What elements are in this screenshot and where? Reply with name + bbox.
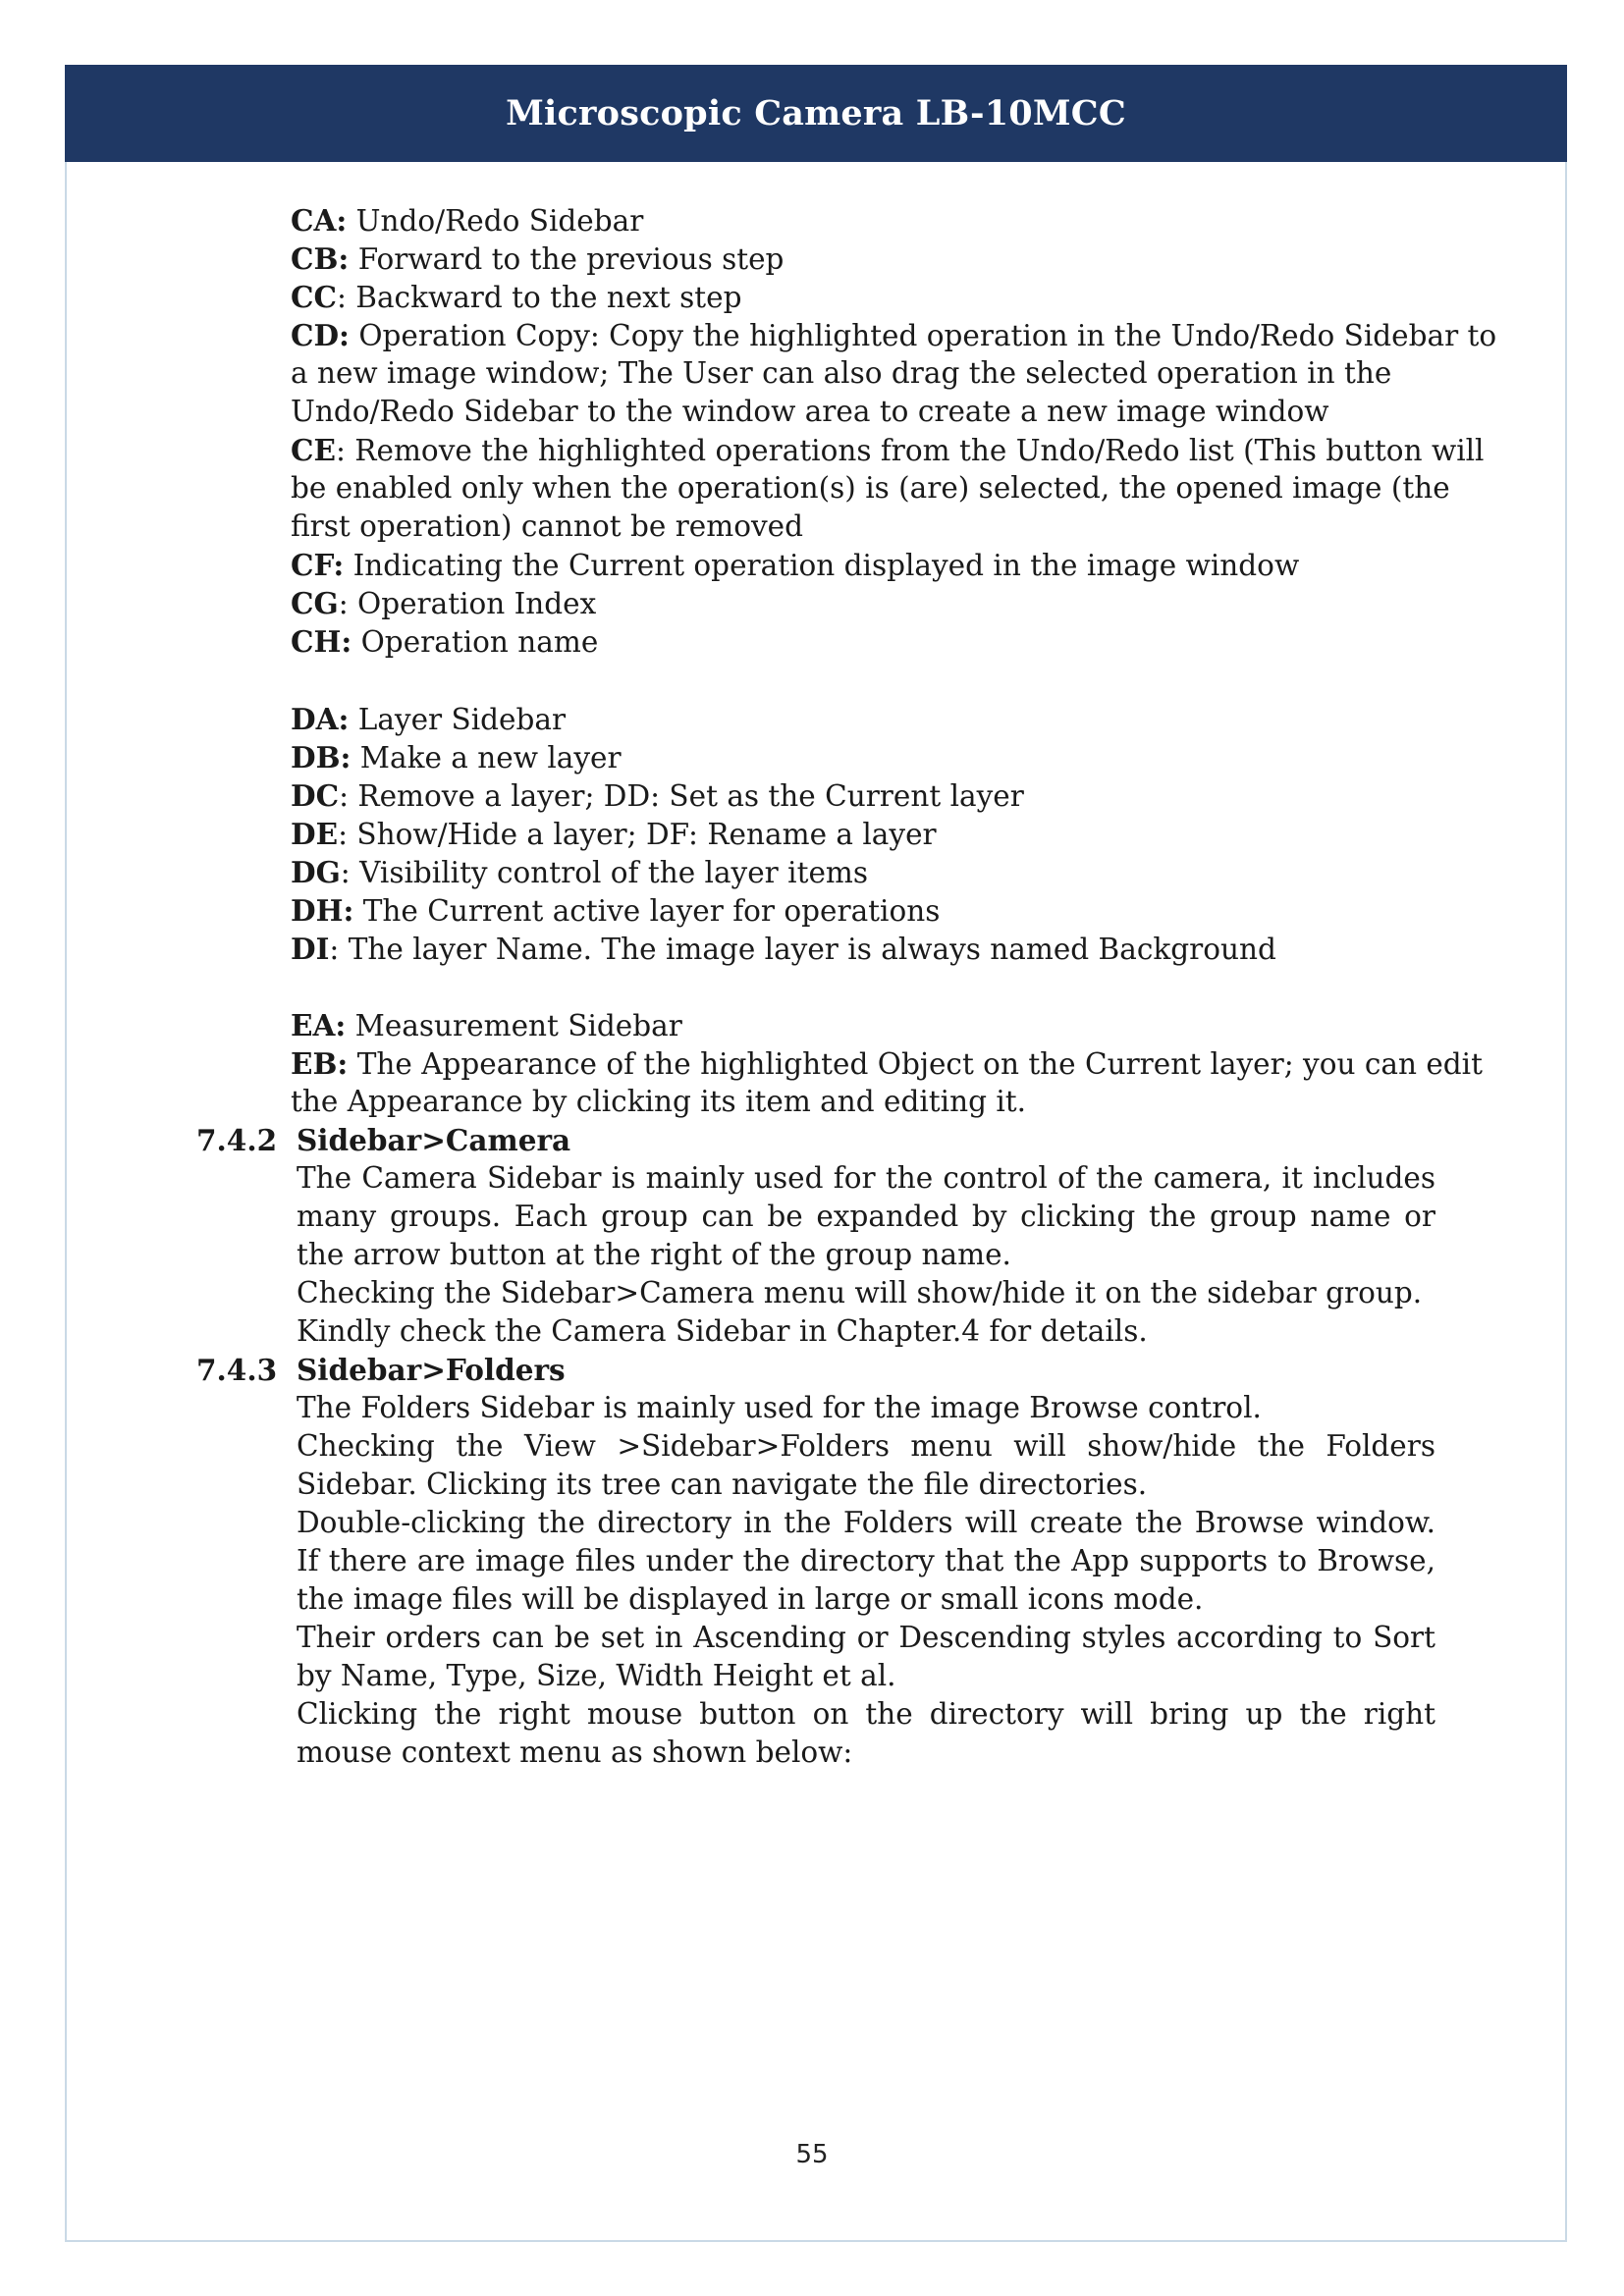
definition-line: CH: Operation name <box>291 624 599 659</box>
definition-line: be enabled only when the operation(s) is (are) selected, the opened image (the <box>291 471 1450 505</box>
definition-line: DC: Remove a layer; DD: Set as the Current layer <box>291 778 1024 813</box>
definition-line: DB: Make a new layer <box>291 740 622 774</box>
definition-line: Undo/Redo Sidebar to the window area to create a new image window <box>291 395 1329 428</box>
paragraph: Kindly check the Camera Sidebar in Chapter.4 for details. <box>297 1314 1148 1348</box>
definition-line: first operation) cannot be removed <box>291 509 803 543</box>
document-title: Microscopic Camera LB-10MCC <box>506 93 1126 133</box>
page-header <box>65 65 1567 162</box>
definition-line: CF: Indicating the Current operation displayed in the image window <box>291 548 1300 582</box>
definition-line: DH: The Current active layer for operations <box>291 893 941 928</box>
definition-line: DI: The layer Name. The image layer is always named Background <box>291 932 1276 966</box>
paragraph: Their orders can be set in Ascending or Descending styles according to Sort by Name, Type, Size, Width Height et al. <box>297 1621 1435 1692</box>
page-number: 55 <box>795 2140 829 2169</box>
section-heading: Sidebar>Folders <box>297 1353 566 1387</box>
paragraph: Checking the Sidebar>Camera menu will show/hide it on the sidebar group. <box>297 1276 1423 1309</box>
definition-line: CG: Operation Index <box>291 586 597 620</box>
definition-line: DG: Visibility control of the layer items <box>291 855 869 889</box>
definition-line: DA: Layer Sidebar <box>291 702 567 736</box>
definition-line: EB: The Appearance of the highlighted Object on the Current layer; you can edit <box>291 1046 1483 1081</box>
section-number: 7.4.2 <box>196 1123 278 1157</box>
definition-line: CB: Forward to the previous step <box>291 241 785 276</box>
paragraph: The Camera Sidebar is mainly used for the control of the camera, it includes many groups. Each group can be expanded by clicking the group name or the arrow button at the right of the group name. <box>297 1161 1435 1271</box>
definition-line: CA: Undo/Redo Sidebar <box>291 203 644 238</box>
section-number: 7.4.3 <box>196 1353 278 1387</box>
paragraph: Checking the View >Sidebar>Folders menu will show/hide the Folders Sidebar. Clicking its tree can navigate the file directories. <box>297 1429 1435 1501</box>
section-heading: Sidebar>Camera <box>297 1123 571 1157</box>
paragraph: Clicking the right mouse button on the directory will bring up the right mouse context menu as shown below: <box>297 1697 1435 1769</box>
definition-line: DE: Show/Hide a layer; DF: Rename a layer <box>291 817 937 851</box>
definition-line: EA: Measurement Sidebar <box>291 1008 682 1042</box>
definition-line: the Appearance by clicking its item and editing it. <box>291 1085 1027 1118</box>
definition-line: CD: Operation Copy: Copy the highlighted operation in the Undo/Redo Sidebar to <box>291 318 1497 352</box>
definition-line: CC: Backward to the next step <box>291 280 742 314</box>
paragraph: The Folders Sidebar is mainly used for the image Browse control. <box>297 1391 1262 1424</box>
definition-line: a new image window; The User can also drag the selected operation in the <box>291 356 1392 390</box>
definition-line: CE: Remove the highlighted operations from the Undo/Redo list (This button will <box>291 433 1485 467</box>
paragraph: Double-clicking the directory in the Folders will create the Browse window. If there are image files under the directory that the App supports to Browse, the image files will be displayed in large or small icons mode. <box>297 1506 1435 1616</box>
